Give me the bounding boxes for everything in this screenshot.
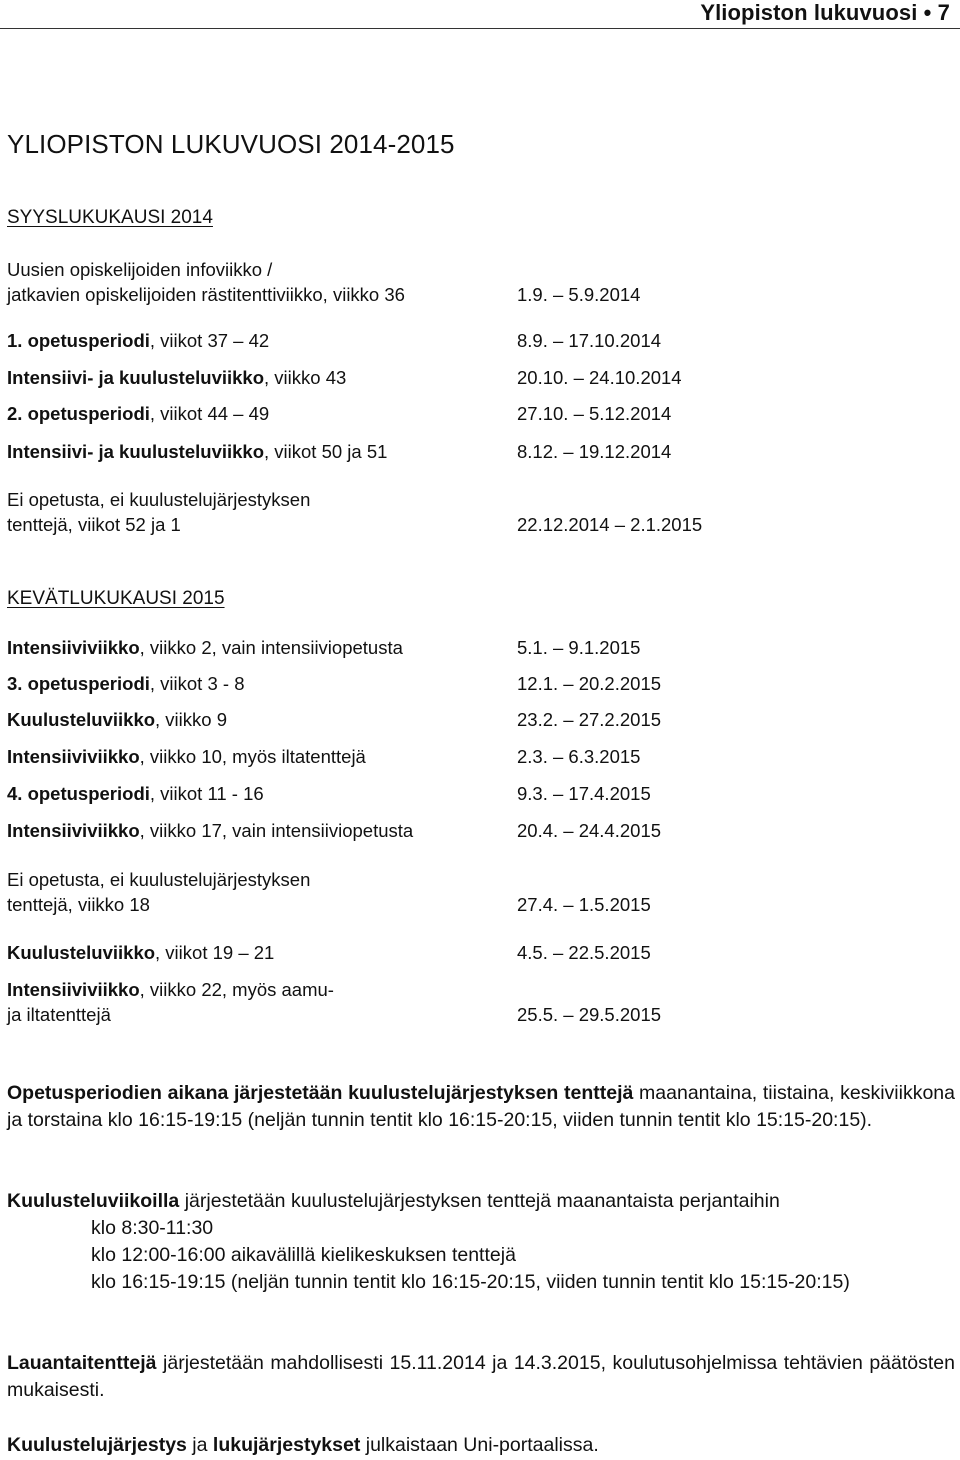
row-date: 20.4. – 24.4.2015: [517, 820, 662, 841]
row-label: , viikot 50 ja 51: [264, 441, 388, 462]
row-date: 8.9. – 17.10.2014: [517, 330, 662, 351]
row-label: , viikot 44 – 49: [149, 403, 270, 424]
row-label-bold: Kuulusteluviikko: [7, 942, 156, 963]
schedule-row: [7, 867, 947, 917]
row-label-bold: 1. opetusperiodi: [7, 330, 150, 351]
paragraph-text: järjestetään kuulustelujärjestyksen tenttejä maanantaista perjantaihin: [179, 1190, 780, 1212]
row-label-bold: Intensiiviviikko: [7, 820, 140, 841]
row-date: 4.5. – 22.5.2015: [517, 942, 651, 963]
row-label: , viikko 10, myös iltatenttejä: [139, 746, 366, 767]
row-label-line2: tenttejä, viikko 18: [7, 894, 150, 915]
row-date: 2.3. – 6.3.2015: [517, 746, 641, 767]
row-label-line1: , viikko 22, myös aamu-: [139, 979, 334, 1000]
row-date: 8.12. – 19.12.2014: [517, 441, 672, 462]
running-header: [0, 0, 960, 29]
row-label-bold: Intensiivi- ja kuulusteluviikko: [7, 441, 265, 462]
row-label: , viikot 11 - 16: [149, 783, 264, 804]
paragraph-exam-weeks: [7, 1188, 955, 1296]
paragraph-bold: Lauantaitenttejä: [7, 1352, 157, 1374]
row-label: , viikot 3 - 8: [149, 673, 245, 694]
paragraph-text: järjestetään mahdollisesti 15.11.2014 ja 14.3.2015, koulutusohjelmissa tehtävien päätösten mukaisesti.: [7, 1352, 955, 1401]
row-label: , viikko 9: [155, 709, 227, 730]
row-label-line2: ja iltatenttejä: [7, 1004, 111, 1025]
row-label-bold: Intensiiviviikko: [7, 979, 140, 1000]
exam-time-1: klo 8:30-11:30: [91, 1217, 214, 1239]
paragraph-text: ja: [186, 1434, 213, 1456]
row-label: , viikot 37 – 42: [149, 330, 270, 351]
row-date: 5.1. – 9.1.2015: [517, 637, 641, 658]
row-label-line1: Ei opetusta, ei kuulustelujärjestyksen: [7, 869, 311, 890]
row-label-bold: 2. opetusperiodi: [7, 403, 150, 424]
row-label-line1: Ei opetusta, ei kuulustelujärjestyksen: [7, 489, 311, 510]
spring-heading: KEVÄTLUKUKAUSI 2015: [7, 588, 225, 609]
schedule-row: [7, 487, 947, 537]
paragraph-text: maanantaina, tiistaina, keskiviikkona ja torstaina klo 16:15-19:15 (neljän tunnin tentit klo 16:15-20:15, viiden tunnin tentit klo 15:15-20:15).: [7, 1082, 955, 1131]
row-date: 27.10. – 5.12.2014: [517, 403, 672, 424]
paragraph-publication: [7, 1432, 955, 1459]
row-date: 22.12.2014 – 2.1.2015: [517, 514, 703, 535]
row-date: 1.9. – 5.9.2014: [517, 284, 641, 305]
row-label-bold: Intensiivi- ja kuulusteluviikko: [7, 367, 265, 388]
row-label-line1: Uusien opiskelijoiden infoviikko /: [7, 259, 273, 280]
exam-time-2: klo 12:00-16:00 aikavälillä kielikeskuksen tenttejä: [91, 1244, 516, 1266]
row-date: 20.10. – 24.10.2014: [517, 367, 682, 388]
row-label: , viikko 2, vain intensiiviopetusta: [139, 637, 403, 658]
paragraph-saturday-exams: [7, 1350, 955, 1404]
row-label-bold: 3. opetusperiodi: [7, 673, 150, 694]
paragraph-bold: Kuulusteluviikoilla: [7, 1190, 180, 1212]
row-label-bold: Intensiiviviikko: [7, 637, 140, 658]
paragraph-teaching-periods: [7, 1080, 955, 1134]
paragraph-bold: Kuulustelujärjestys: [7, 1434, 187, 1456]
autumn-heading: SYYSLUKUKAUSI 2014: [7, 207, 213, 228]
paragraph-text: julkaistaan Uni-portaalissa.: [360, 1434, 599, 1456]
row-label-line2: tenttejä, viikot 52 ja 1: [7, 514, 181, 535]
row-date: 27.4. – 1.5.2015: [517, 894, 651, 915]
schedule-row: [7, 977, 947, 1027]
row-label: , viikko 17, vain intensiiviopetusta: [139, 820, 414, 841]
paragraph-bold: lukujärjestykset: [212, 1434, 361, 1456]
row-date: 12.1. – 20.2.2015: [517, 673, 662, 694]
schedule-row: [7, 257, 947, 307]
row-label-bold: Kuulusteluviikko: [7, 709, 156, 730]
row-date: 25.5. – 29.5.2015: [517, 1004, 662, 1025]
row-label-bold: Intensiiviviikko: [7, 746, 140, 767]
page-title: YLIOPISTON LUKUVUOSI 2014-2015: [7, 129, 455, 159]
row-label-bold: 4. opetusperiodi: [7, 783, 150, 804]
row-label-line2: jatkavien opiskelijoiden rästitenttiviikko, viikko 36: [7, 284, 405, 305]
paragraph-bold: Opetusperiodien aikana järjestetään kuulustelujärjestyksen tenttejä: [7, 1082, 634, 1104]
row-label: , viikot 19 – 21: [155, 942, 275, 963]
running-title: Yliopiston lukuvuosi • 7: [700, 0, 950, 25]
row-label: , viikko 43: [264, 367, 347, 388]
row-date: 23.2. – 27.2.2015: [517, 709, 662, 730]
exam-time-3: klo 16:15-19:15 (neljän tunnin tentit klo 16:15-20:15, viiden tunnin tentit klo 15:15-20:15): [91, 1271, 850, 1293]
row-date: 9.3. – 17.4.2015: [517, 783, 651, 804]
